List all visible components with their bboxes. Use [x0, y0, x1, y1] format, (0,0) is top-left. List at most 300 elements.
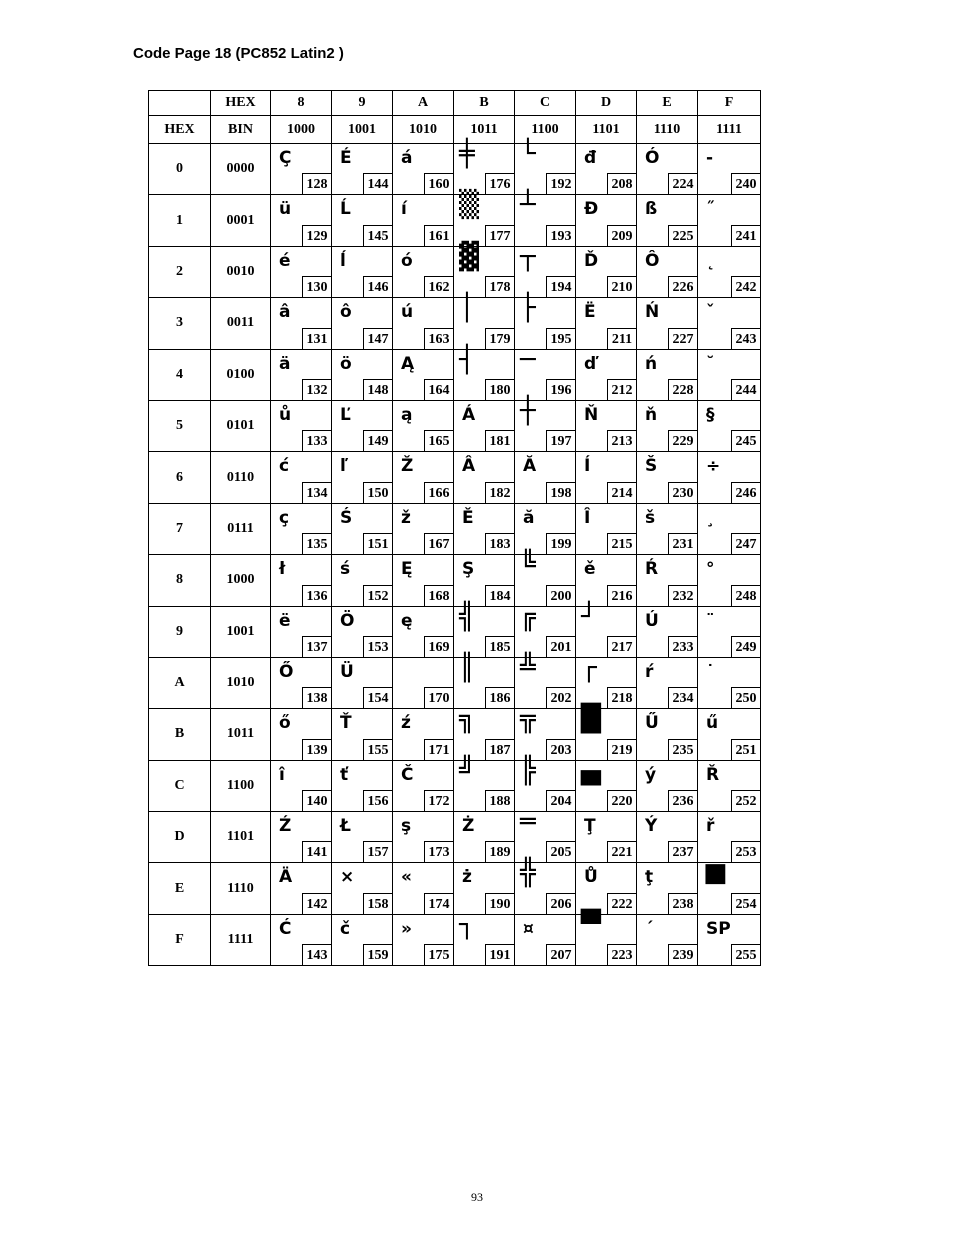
row-bin: 0100 — [211, 349, 271, 400]
char-code: 181 — [485, 430, 515, 452]
char-cell — [271, 606, 332, 657]
row-hex: 4 — [149, 349, 211, 400]
char-code: 222 — [607, 893, 637, 915]
char-code: 130 — [302, 276, 332, 298]
col-bin: 1100 — [515, 116, 576, 144]
char-glyph: Á — [462, 404, 476, 425]
char-code: 179 — [485, 328, 515, 350]
char-cell — [271, 812, 332, 863]
char-cell — [332, 606, 393, 657]
char-code: 252 — [731, 790, 761, 812]
char-glyph: ë — [279, 610, 291, 631]
char-code: 168 — [424, 585, 454, 607]
char-cell — [454, 344, 515, 400]
char-glyph: Š — [645, 456, 658, 477]
char-code: 204 — [546, 790, 576, 812]
char-code: 224 — [668, 173, 698, 195]
char-code: 247 — [731, 533, 761, 555]
char-code: 241 — [731, 225, 761, 247]
char-code: 253 — [731, 841, 761, 863]
char-code: 213 — [607, 430, 637, 452]
table-row — [149, 760, 761, 811]
char-code: 132 — [302, 379, 332, 401]
char-glyph: Ë — [584, 302, 596, 323]
char-code: 188 — [485, 790, 515, 812]
char-code: 239 — [668, 944, 698, 966]
row-bin: 0010 — [211, 246, 271, 297]
col-hex: 8 — [271, 91, 332, 116]
char-glyph: ┼ — [520, 395, 535, 426]
char-cell — [454, 139, 515, 195]
table-row — [149, 298, 761, 349]
char-glyph: Ĺ — [340, 199, 351, 220]
char-glyph: É — [340, 148, 352, 168]
row-hex: 2 — [149, 246, 211, 297]
char-code: 183 — [485, 533, 515, 555]
char-code: 248 — [731, 585, 761, 607]
char-glyph: ć — [279, 456, 290, 477]
char-cell — [515, 858, 576, 914]
char-glyph: SP — [706, 918, 731, 939]
char-cell — [576, 246, 637, 297]
char-cell — [698, 914, 761, 965]
char-cell — [393, 246, 454, 297]
char-code: 196 — [546, 379, 576, 401]
char-code: 244 — [731, 379, 761, 401]
char-glyph: ║ — [459, 652, 474, 683]
char-glyph: ─ — [520, 344, 535, 375]
char-glyph: ť — [340, 764, 349, 785]
row-bin: 0001 — [211, 195, 271, 246]
char-cell — [637, 760, 698, 811]
table-row — [149, 709, 761, 760]
char-cell — [698, 144, 761, 195]
char-glyph: Ń — [645, 302, 660, 323]
row-hex: D — [149, 812, 211, 863]
char-cell — [698, 657, 761, 708]
char-code: 203 — [546, 739, 576, 761]
col-hex: A — [393, 91, 454, 116]
char-glyph: ó — [401, 250, 413, 271]
char-cell — [393, 657, 454, 708]
char-glyph: í — [401, 199, 407, 220]
char-code: 221 — [607, 841, 637, 863]
char-code: 170 — [424, 687, 454, 709]
row-bin: 1001 — [211, 606, 271, 657]
char-code: 131 — [302, 328, 332, 350]
char-code: 143 — [302, 944, 332, 966]
table-row — [149, 349, 761, 400]
char-glyph: ü — [279, 199, 292, 220]
char-cell — [637, 812, 698, 863]
col-hex: F — [698, 91, 761, 116]
char-code: 192 — [546, 173, 576, 195]
char-cell — [515, 652, 576, 708]
char-glyph: ď — [584, 353, 597, 374]
char-glyph: ˝ — [706, 199, 715, 220]
char-code: 152 — [363, 585, 393, 607]
char-glyph: ˘ — [706, 353, 715, 374]
char-code: 226 — [668, 276, 698, 298]
row-bin: 1000 — [211, 555, 271, 606]
char-code: 212 — [607, 379, 637, 401]
char-code: 149 — [363, 430, 393, 452]
char-cell — [332, 709, 393, 760]
char-cell — [637, 349, 698, 400]
char-cell — [393, 606, 454, 657]
char-code: 165 — [424, 430, 454, 452]
char-cell — [698, 858, 761, 914]
char-glyph: ├ — [520, 293, 535, 324]
char-cell — [637, 452, 698, 503]
col-hex: C — [515, 91, 576, 116]
char-code: 210 — [607, 276, 637, 298]
char-code: 163 — [424, 328, 454, 350]
char-cell — [576, 812, 637, 863]
char-cell — [576, 503, 637, 554]
char-code: 235 — [668, 739, 698, 761]
table-row — [149, 657, 761, 708]
char-glyph: Ś — [340, 507, 353, 528]
char-cell — [271, 863, 332, 914]
char-glyph: ° — [706, 559, 715, 580]
char-code: 220 — [607, 790, 637, 812]
char-glyph: × — [340, 867, 355, 888]
table-row — [149, 400, 761, 451]
char-code: 228 — [668, 379, 698, 401]
char-cell — [271, 914, 332, 965]
char-cell — [393, 555, 454, 606]
char-cell — [698, 298, 761, 349]
char-cell — [454, 555, 515, 606]
char-cell — [332, 298, 393, 349]
char-cell — [271, 555, 332, 606]
char-glyph: ■ — [703, 858, 727, 889]
char-cell — [576, 400, 637, 451]
char-glyph: ĺ — [340, 250, 346, 271]
char-code: 180 — [485, 379, 515, 401]
char-glyph: Ť — [340, 713, 352, 734]
row-hex: 1 — [149, 195, 211, 246]
char-glyph: ˇ — [706, 302, 715, 323]
char-glyph: Č — [401, 764, 414, 785]
char-glyph: á — [401, 148, 413, 168]
char-code: 195 — [546, 328, 576, 350]
char-cell — [576, 298, 637, 349]
char-cell — [332, 144, 393, 195]
char-glyph: ┐ — [459, 909, 474, 940]
char-cell — [332, 349, 393, 400]
row-hex: A — [149, 657, 211, 708]
char-code: 211 — [607, 328, 637, 350]
char-cell — [698, 760, 761, 811]
char-cell — [515, 503, 576, 554]
char-code: 167 — [424, 533, 454, 555]
char-code: 172 — [424, 790, 454, 812]
char-code: 159 — [363, 944, 393, 966]
char-glyph: Ä — [279, 867, 293, 888]
char-cell — [332, 914, 393, 965]
char-cell — [637, 606, 698, 657]
char-cell — [576, 755, 637, 811]
char-glyph: ▓ — [459, 241, 478, 272]
char-cell — [454, 400, 515, 451]
char-glyph: ľ — [340, 456, 349, 477]
char-cell — [698, 246, 761, 297]
table-row — [149, 503, 761, 554]
char-code: 254 — [731, 893, 761, 915]
char-cell — [637, 400, 698, 451]
char-cell — [698, 400, 761, 451]
char-code: 158 — [363, 893, 393, 915]
char-code: 200 — [546, 585, 576, 607]
char-cell — [454, 241, 515, 297]
char-glyph: ┌ — [581, 652, 596, 683]
char-code: 164 — [424, 379, 454, 401]
char-glyph: ź — [401, 713, 411, 734]
char-code: 250 — [731, 687, 761, 709]
char-glyph: ╬ — [520, 858, 535, 889]
char-cell — [454, 452, 515, 503]
char-cell — [698, 555, 761, 606]
char-cell — [576, 601, 637, 657]
char-cell — [271, 144, 332, 195]
char-glyph: ş — [401, 816, 412, 837]
char-glyph: Ţ — [584, 816, 596, 837]
char-glyph: â — [279, 302, 291, 323]
char-glyph: ö — [340, 353, 352, 374]
char-glyph: ═ — [520, 807, 535, 838]
char-glyph: ▒ — [459, 190, 478, 221]
char-cell — [454, 503, 515, 554]
header-row-hex — [149, 91, 761, 116]
char-code: 147 — [363, 328, 393, 350]
char-cell — [698, 195, 761, 246]
char-cell — [454, 704, 515, 760]
code-page-table — [148, 90, 761, 966]
char-glyph: Ż — [462, 816, 475, 837]
char-cell — [515, 704, 576, 760]
char-cell — [393, 812, 454, 863]
char-glyph: Î — [584, 507, 591, 528]
char-glyph: ú — [401, 302, 414, 323]
char-code: 135 — [302, 533, 332, 555]
char-cell — [393, 195, 454, 246]
char-glyph: Ź — [279, 816, 292, 837]
char-code: 144 — [363, 173, 393, 195]
row-hex: 9 — [149, 606, 211, 657]
char-glyph: ┬ — [520, 241, 535, 272]
char-glyph: ˙ — [706, 661, 715, 682]
char-code: 128 — [302, 173, 332, 195]
char-glyph: Ł — [340, 816, 351, 837]
char-code: 171 — [424, 739, 454, 761]
char-code: 215 — [607, 533, 637, 555]
char-code: 138 — [302, 687, 332, 709]
char-glyph: ¤ — [523, 918, 534, 939]
char-glyph: ÷ — [706, 456, 721, 477]
char-cell — [637, 863, 698, 914]
char-glyph: Ę — [401, 559, 413, 580]
char-code: 207 — [546, 944, 576, 966]
char-glyph: Ý — [645, 816, 658, 837]
char-code: 205 — [546, 841, 576, 863]
row-bin: 0111 — [211, 503, 271, 554]
char-cell — [271, 657, 332, 708]
char-glyph: Ő — [279, 661, 294, 682]
row-bin: 0011 — [211, 298, 271, 349]
char-glyph: Í — [584, 456, 591, 477]
col-bin: 1110 — [637, 116, 698, 144]
char-cell — [576, 555, 637, 606]
char-glyph: é — [279, 250, 291, 271]
char-glyph: - — [706, 148, 714, 168]
char-cell — [393, 863, 454, 914]
char-cell — [637, 298, 698, 349]
row-bin: 1101 — [211, 812, 271, 863]
char-cell — [515, 601, 576, 657]
char-glyph: ŕ — [645, 661, 654, 682]
char-code: 129 — [302, 225, 332, 247]
char-code: 137 — [302, 636, 332, 658]
char-glyph: ╩ — [520, 652, 535, 683]
char-cell — [576, 349, 637, 400]
char-code: 199 — [546, 533, 576, 555]
char-cell — [637, 246, 698, 297]
char-glyph: ż — [462, 867, 472, 888]
char-cell — [637, 144, 698, 195]
char-glyph: Ü — [340, 661, 354, 682]
char-glyph: │ — [459, 293, 474, 324]
row-bin: 1100 — [211, 760, 271, 811]
char-code: 169 — [424, 636, 454, 658]
row-hex: 6 — [149, 452, 211, 503]
char-code: 245 — [731, 430, 761, 452]
char-cell — [332, 246, 393, 297]
char-cell — [454, 190, 515, 246]
char-code: 238 — [668, 893, 698, 915]
char-code: 191 — [485, 944, 515, 966]
char-glyph: Ą — [401, 353, 415, 374]
char-glyph: Ş — [462, 559, 475, 580]
char-glyph: ┴ — [520, 190, 535, 221]
char-code: 136 — [302, 585, 332, 607]
char-code: 233 — [668, 636, 698, 658]
char-glyph: █ — [581, 704, 600, 735]
char-code: 142 — [302, 893, 332, 915]
char-glyph: ç — [279, 507, 290, 528]
char-cell — [698, 812, 761, 863]
char-cell — [698, 606, 761, 657]
char-code: 134 — [302, 482, 332, 504]
col-bin: 1111 — [698, 116, 761, 144]
char-glyph: Đ — [584, 199, 599, 220]
char-code: 229 — [668, 430, 698, 452]
char-cell — [271, 760, 332, 811]
char-cell — [637, 555, 698, 606]
char-glyph: ś — [340, 559, 351, 580]
char-cell — [454, 812, 515, 863]
char-code: 141 — [302, 841, 332, 863]
char-code: 201 — [546, 636, 576, 658]
char-cell — [393, 914, 454, 965]
row-bin: 0110 — [211, 452, 271, 503]
header-hex-label-row: HEX — [149, 116, 211, 144]
char-glyph: ¸ — [706, 507, 715, 528]
char-code: 146 — [363, 276, 393, 298]
char-cell — [393, 760, 454, 811]
char-cell — [515, 550, 576, 606]
row-bin: 1010 — [211, 657, 271, 708]
char-cell — [515, 807, 576, 863]
char-glyph: ┘ — [581, 601, 596, 632]
char-cell — [576, 909, 637, 965]
table-row — [149, 452, 761, 503]
header-hex-label: HEX — [211, 91, 271, 116]
row-bin: 0101 — [211, 400, 271, 451]
char-code: 193 — [546, 225, 576, 247]
char-code: 231 — [668, 533, 698, 555]
char-glyph: Ň — [584, 404, 599, 425]
char-code: 151 — [363, 533, 393, 555]
char-cell — [576, 452, 637, 503]
char-cell — [332, 863, 393, 914]
char-code: 186 — [485, 687, 515, 709]
char-glyph: ╣ — [459, 601, 474, 632]
char-cell — [698, 452, 761, 503]
char-cell — [454, 293, 515, 349]
char-cell — [271, 503, 332, 554]
char-glyph: ł — [279, 559, 286, 580]
char-cell — [637, 657, 698, 708]
char-glyph: § — [706, 404, 715, 425]
row-hex: F — [149, 914, 211, 965]
char-code: 236 — [668, 790, 698, 812]
row-bin: 1110 — [211, 863, 271, 914]
char-glyph: ř — [706, 816, 715, 837]
char-cell — [271, 298, 332, 349]
row-hex: C — [149, 760, 211, 811]
char-code: 190 — [485, 893, 515, 915]
char-code: 185 — [485, 636, 515, 658]
char-cell — [515, 139, 576, 195]
char-code: 243 — [731, 328, 761, 350]
char-code: 148 — [363, 379, 393, 401]
col-bin: 1101 — [576, 116, 637, 144]
char-glyph: ý — [645, 764, 657, 785]
table-row — [149, 555, 761, 606]
char-code: 166 — [424, 482, 454, 504]
char-code: 227 — [668, 328, 698, 350]
char-cell — [393, 709, 454, 760]
char-glyph: ß — [645, 199, 658, 220]
char-cell — [393, 298, 454, 349]
char-glyph: ´ — [645, 918, 654, 939]
char-cell — [576, 704, 637, 760]
char-glyph: ╔ — [520, 601, 535, 632]
char-glyph: ě — [584, 559, 596, 580]
char-cell — [515, 344, 576, 400]
char-glyph: ˛ — [706, 250, 715, 271]
col-hex: D — [576, 91, 637, 116]
char-cell — [393, 503, 454, 554]
char-cell — [637, 709, 698, 760]
char-code: 173 — [424, 841, 454, 863]
char-cell — [637, 195, 698, 246]
char-code: 162 — [424, 276, 454, 298]
char-code: 157 — [363, 841, 393, 863]
row-hex: 3 — [149, 298, 211, 349]
